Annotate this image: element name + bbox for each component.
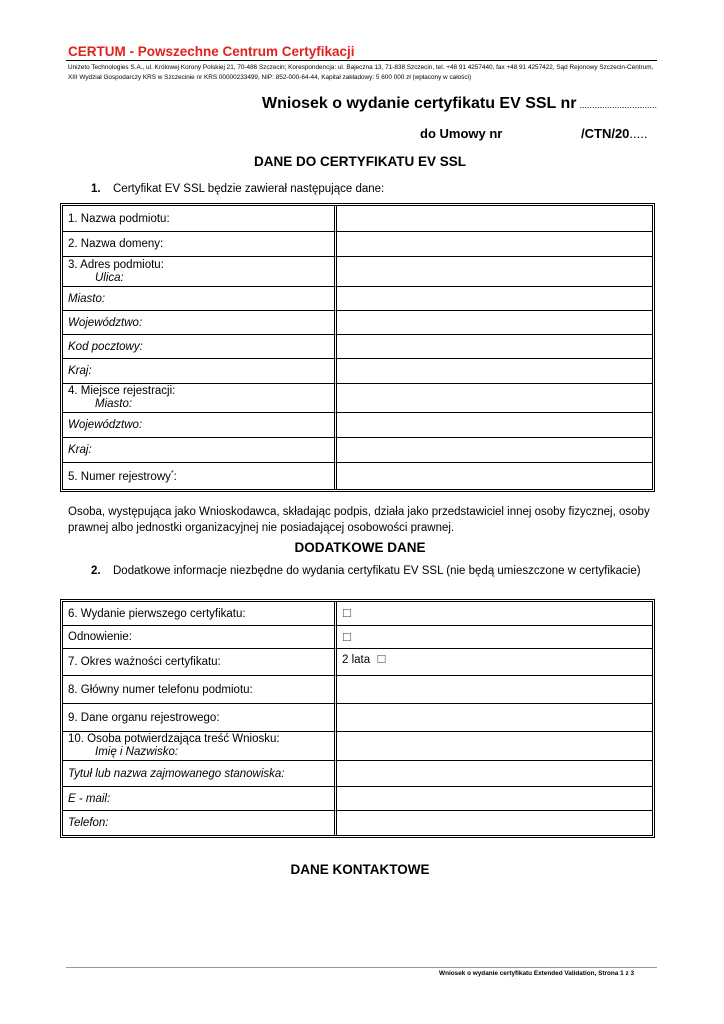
input-organ-rejestrowy[interactable] — [337, 704, 652, 732]
item-1-number: 1. — [91, 183, 101, 195]
document-title-text: Wniosek o wydanie certyfikatu EV SSL nr — [262, 95, 577, 112]
label-kraj: Kraj: — [63, 359, 337, 384]
document-number-field[interactable]: ............................... — [579, 100, 657, 110]
input-rej-wojewodztwo[interactable] — [337, 413, 652, 438]
table-row — [63, 206, 652, 232]
table-row — [63, 676, 652, 704]
label-okres-waznosci: 7. Okres ważności certyfikatu: — [63, 649, 337, 676]
input-nazwa-domeny[interactable] — [337, 232, 652, 257]
input-glowny-numer[interactable] — [337, 676, 652, 704]
label-osoba-title: 10. Osoba potwierdzająca treść Wniosku: — [68, 733, 280, 745]
section-title-ev-ssl: DANE DO CERTYFIKATU EV SSL — [253, 154, 466, 169]
document-title — [0, 95, 657, 113]
input-telefon[interactable] — [337, 811, 652, 835]
table-row — [63, 438, 652, 463]
input-wojewodztwo[interactable] — [337, 311, 652, 335]
label-imie-nazwisko: Imię i Nazwisko: — [95, 746, 179, 758]
section-title-additional: DODATKOWE DANE — [294, 540, 426, 555]
input-kraj[interactable] — [337, 359, 652, 384]
table-row — [63, 732, 652, 761]
cell-okres-waznosci — [337, 649, 652, 676]
table-row — [63, 811, 652, 835]
okres-value: 2 lata — [342, 654, 371, 666]
table-row — [63, 602, 652, 626]
company-address: Unizeto Technologies S.A., ul. Królowej Korony Polskiej 21, 70-486 Szczecin; Korespondencja: ul. Bajeczna 13, 71-838 Szczecin, tel. +48 91 4257440, fax +48 91 4257422, Sąd Rejonowy Szczecin-Centrum, XIII Wydział Gospodarczy KRS w Szczecinie nr KRS 00000233499, NIP: 852-000-64-44, Kapitał zakładowy: 5 600 000 zł (wpłacony w całości) — [68, 64, 654, 81]
representative-note: Osoba, występująca jako Wnioskodawca, składając podpis, działa jako przedstawiciel innej osoby fizycznej, osoby prawnej albo jednostki organizacyjnej nie posiadającej osobowości prawnej. — [68, 506, 650, 534]
contract-number-field[interactable] — [581, 126, 647, 141]
label-wojewodztwo: Województwo: — [63, 311, 337, 335]
input-rej-miasto[interactable] — [337, 384, 652, 413]
checkbox-wydanie-pierwszego[interactable]: ☐ — [342, 607, 352, 620]
label-rej-wojewodztwo: Województwo: — [63, 413, 337, 438]
label-kod-pocztowy: Kod pocztowy: — [63, 335, 337, 359]
table-row — [63, 626, 652, 649]
table-row — [63, 311, 652, 335]
section-title-contact: DANE KONTAKTOWE — [290, 862, 430, 877]
label-rej-miasto: Miasto: — [95, 398, 133, 410]
label-organ-rejestrowy: 9. Dane organu rejestrowego: — [63, 704, 337, 732]
label-adres-title: 3. Adres podmiotu: — [68, 258, 164, 271]
additional-data-table — [60, 599, 655, 838]
label-ulica: Ulica: — [95, 271, 124, 284]
input-rej-kraj[interactable] — [337, 438, 652, 463]
table-row — [63, 335, 652, 359]
input-nazwa-podmiotu[interactable] — [337, 206, 652, 232]
input-email[interactable] — [337, 787, 652, 811]
label-miejsce-title: 4. Miejsce rejestracji: — [68, 385, 176, 397]
label-telefon: Telefon: — [63, 811, 337, 835]
label-numer-rejestrowy-text: 5. Numer rejestrowy — [68, 470, 171, 483]
table-row — [63, 359, 652, 384]
label-nazwa-podmiotu: 1. Nazwa podmiotu: — [63, 206, 337, 232]
brand-title: CERTUM - Powszechne Centrum Certyfikacji — [68, 44, 355, 59]
label-glowny-numer: 8. Główny numer telefonu podmiotu: — [63, 676, 337, 704]
label-numer-rejestrowy — [63, 463, 337, 489]
item-2-number: 2. — [91, 565, 101, 577]
page-footer: Wniosek o wydanie certyfikatu Extended Validation, Strona 1 z 3 — [439, 970, 634, 977]
cell-wydanie-pierwszego — [337, 602, 652, 626]
footer-divider — [66, 967, 657, 968]
checkbox-odnowienie[interactable]: ☐ — [342, 630, 352, 644]
table-row — [63, 384, 652, 413]
checkbox-okres[interactable]: ☐ — [376, 653, 387, 666]
contract-suffix: /CTN/20 — [581, 126, 630, 141]
input-numer-rejestrowy[interactable] — [337, 463, 652, 489]
label-tytul: Tytuł lub nazwa zajmowanego stanowiska: — [63, 761, 337, 787]
label-nazwa-domeny: 2. Nazwa domeny: — [63, 232, 337, 257]
contract-label: do Umowy nr — [420, 126, 503, 141]
table-row — [63, 413, 652, 438]
header-divider — [66, 60, 657, 61]
label-rej-kraj: Kraj: — [63, 438, 337, 463]
table-row — [63, 787, 652, 811]
label-miejsce-rejestracji — [63, 384, 337, 413]
contract-dots: ..... — [629, 126, 648, 141]
table-row — [63, 649, 652, 676]
label-email: E - mail: — [63, 787, 337, 811]
label-odnowienie: Odnowienie: — [63, 626, 337, 649]
table-row — [63, 232, 652, 257]
label-numer-rejestrowy-colon: : — [173, 470, 177, 483]
label-miasto: Miasto: — [63, 287, 337, 311]
table-row — [63, 761, 652, 787]
table-row — [63, 287, 652, 311]
input-miasto[interactable] — [337, 287, 652, 311]
certificate-data-table — [60, 203, 655, 492]
footnote-mark: * — [170, 469, 174, 477]
label-osoba-potwierdzajaca — [63, 732, 337, 761]
item-1-text: Certyfikat EV SSL będzie zawierał następujące dane: — [113, 183, 385, 195]
cell-odnowienie — [337, 626, 652, 649]
label-wydanie-pierwszego: 6. Wydanie pierwszego certyfikatu: — [63, 602, 337, 626]
table-row — [63, 704, 652, 732]
item-2-line — [91, 564, 651, 579]
item-2-text: Dodatkowe informacje niezbędne do wydania certyfikatu EV SSL (nie będą umieszczone w certyfikacie) — [113, 565, 641, 577]
input-ulica[interactable] — [337, 257, 652, 287]
label-adres-podmiotu — [63, 257, 337, 287]
item-1-line — [91, 182, 651, 197]
table-row — [63, 463, 652, 489]
input-kod-pocztowy[interactable] — [337, 335, 652, 359]
input-imie-nazwisko[interactable] — [337, 732, 652, 761]
input-tytul[interactable] — [337, 761, 652, 787]
table-row — [63, 257, 652, 287]
